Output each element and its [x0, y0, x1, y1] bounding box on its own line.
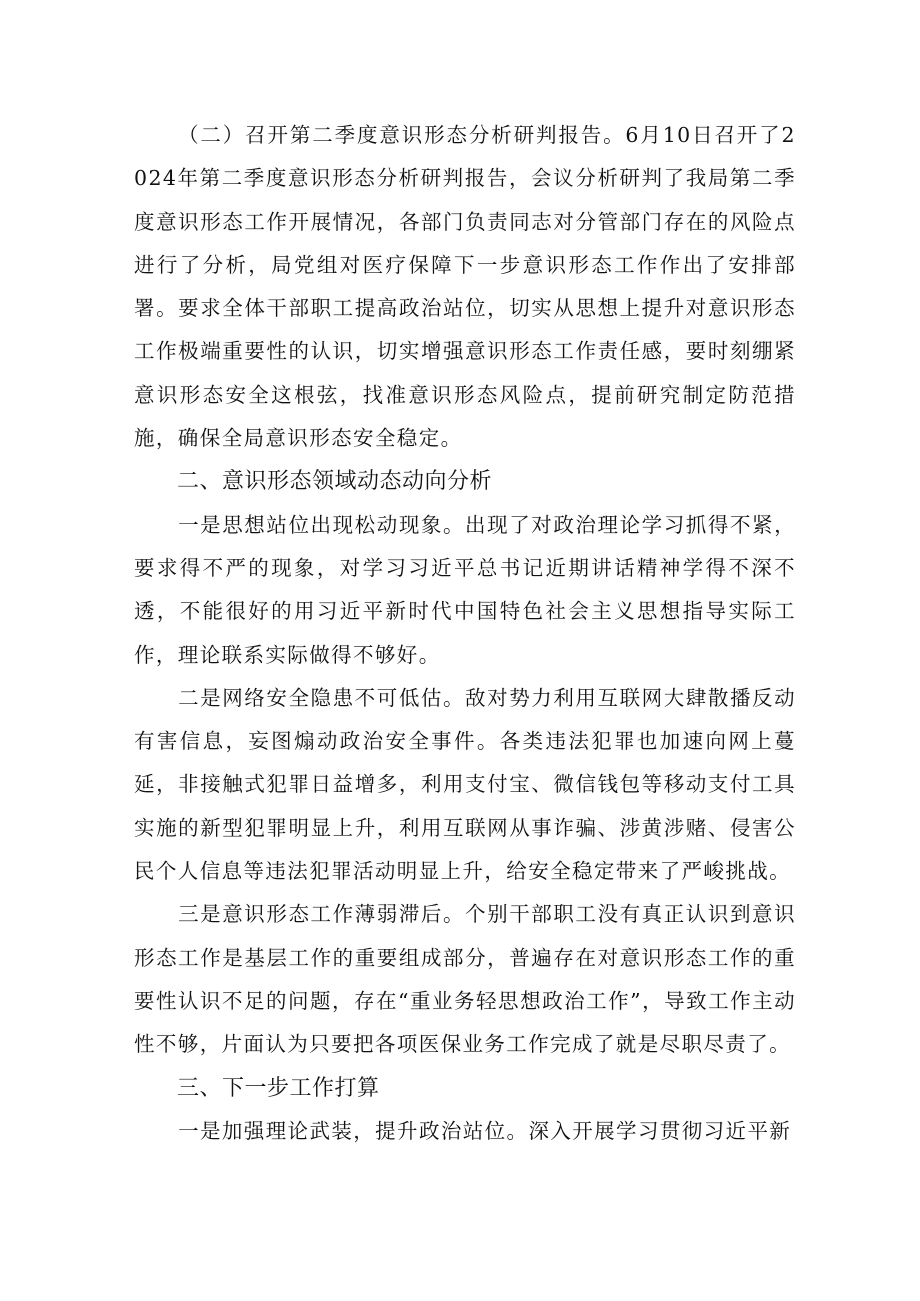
paragraph-network-security: 二是网络安全隐患不可低估。敌对势力利用互联网大肆散播反动有害信息，妄图煽动政治安全事件。各类违法犯罪也加速向网上蔓延，非接触式犯罪日益增多，利用支付宝、微信钱包等移动支付工具实施的新型犯罪明显上升，利用互联网从事诈骗、涉黄涉赌、侵害公民个人信息等违法犯罪活动明显上升，给安全稳定带来了严峻挑战。 — [134, 685, 796, 884]
paragraph-thought-position: 一是思想站位出现松动现象。出现了对政治理论学习抓得不紧，要求得不严的现象，对学习习近平总书记近期讲话精神学得不深不透，不能很好的用习近平新时代中国特色社会主义思想指导实际工作，理论联系实际做得不够好。 — [134, 512, 796, 667]
paragraph-theory-study: 一是加强理论武装，提升政治站位。深入开展学习贯彻习近平新 — [178, 1118, 792, 1143]
paragraph-ideology-work: 三是意识形态工作薄弱滞后。个别干部职工没有真正认识到意识形态工作是基层工作的重要组成部分，普遍存在对意识形态工作的重要性认识不足的问题，存在“重业务轻思想政治工作”，导致工作主动性不够，片面认为只要把各项医保业务工作完成了就是尽职尽责了。 — [134, 902, 796, 1057]
document-body — [134, 114, 796, 1153]
section-heading-3: 三、下一步工作打算 — [177, 1075, 380, 1101]
paragraph-quarterly-report: （二）召开第二季度意识形态分析研判报告。6月10日召开了2024年第二季度意识形态分析研判报告，会议分析研判了我局第二季度意识形态工作开展情况，各部门负责同志对分管部门存在的风险点进行了分析，局党组对医疗保障下一步意识形态工作作出了安排部署。要求全体干部职工提高政治站位，切实从思想上提升对意识形态工作极端重要性的认识，切实增强意识形态工作责任感，要时刻绷紧意识形态安全这根弦，找准意识形态风险点，提前研究制定防范措施，确保全局意识形态安全稳定。 — [134, 123, 796, 451]
section-heading-2: 二、意识形态领域动态动向分析 — [177, 469, 493, 495]
